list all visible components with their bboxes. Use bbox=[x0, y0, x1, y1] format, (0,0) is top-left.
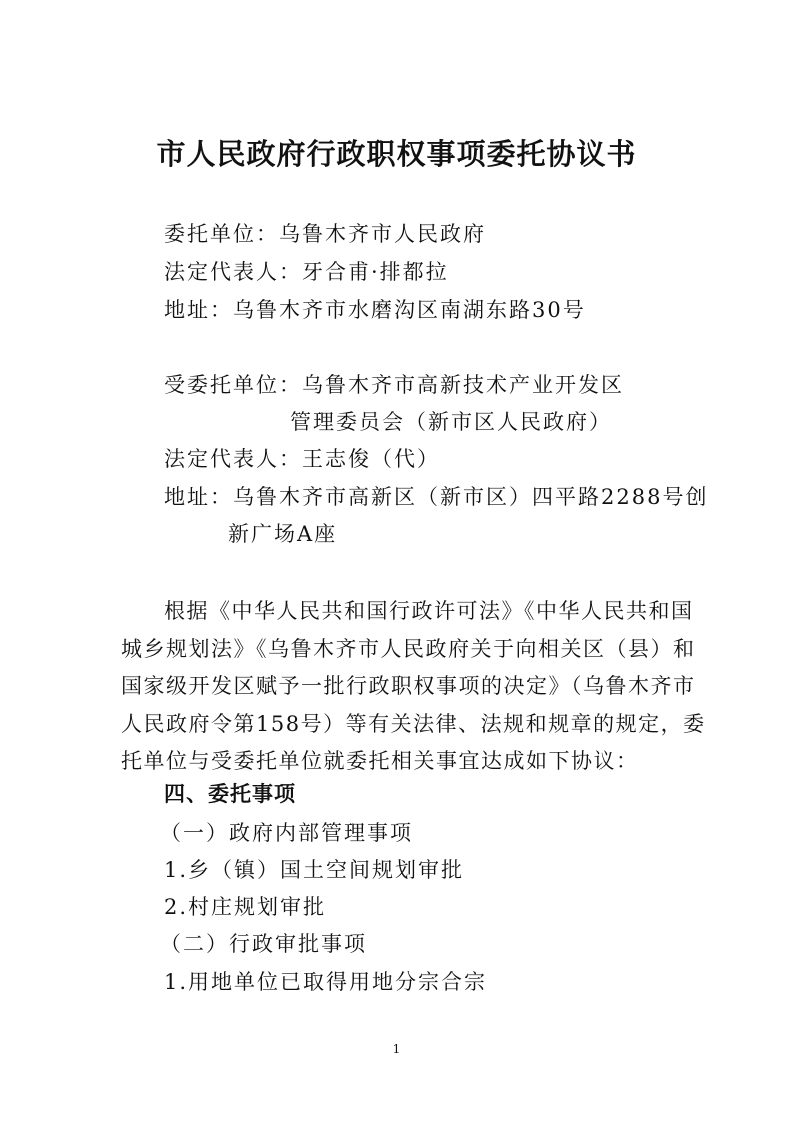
list-item: 2.村庄规划审批 bbox=[164, 895, 327, 919]
party-a-representative: 法定代表人：牙合甫·排都拉 bbox=[164, 260, 449, 284]
section-heading: 四、委托事项 bbox=[164, 781, 296, 806]
subsection-heading-2: （二）行政审批事项 bbox=[160, 932, 367, 956]
document-title: 市人民政府行政职权事项委托协议书 bbox=[156, 137, 637, 171]
list-item: 1.用地单位已取得用地分宗合宗 bbox=[164, 970, 488, 994]
agreement-paragraph bbox=[121, 593, 706, 781]
paragraph-line: 托单位与受委托单位就委托相关事宜达成如下协议： bbox=[121, 749, 639, 774]
party-b-address-line1: 地址：乌鲁木齐市高新区（新市区）四平路2288号创 bbox=[164, 485, 709, 509]
paragraph-line: 人民政府令第158号）等有关法律、法规和规章的规定，委 bbox=[121, 711, 706, 736]
party-a-address: 地址：乌鲁木齐市水磨沟区南湖东路30号 bbox=[164, 298, 586, 322]
party-a-unit: 委托单位：乌鲁木齐市人民政府 bbox=[164, 222, 486, 246]
page-number: 1 bbox=[392, 1042, 401, 1056]
subsection-heading-1: （一）政府内部管理事项 bbox=[160, 821, 413, 845]
party-b-unit-line1: 受委托单位：乌鲁木齐市高新技术产业开发区 bbox=[164, 373, 624, 397]
party-b-representative: 法定代表人：王志俊（代） bbox=[164, 447, 440, 471]
party-b-unit-line2: 管理委员会（新市区人民政府） bbox=[290, 410, 612, 434]
paragraph-line: 根据《中华人民共和国行政许可法》《中华人民共和国 bbox=[164, 599, 694, 623]
paragraph-line: 国家级开发区赋予一批行政职权事项的决定》（乌鲁木齐市 bbox=[121, 674, 696, 699]
party-b-address-line2: 新广场A座 bbox=[228, 522, 338, 546]
list-item: 1.乡（镇）国土空间规划审批 bbox=[164, 858, 465, 882]
paragraph-line: 城乡规划法》《乌鲁木齐市人民政府关于向相关区（县）和 bbox=[121, 636, 696, 661]
